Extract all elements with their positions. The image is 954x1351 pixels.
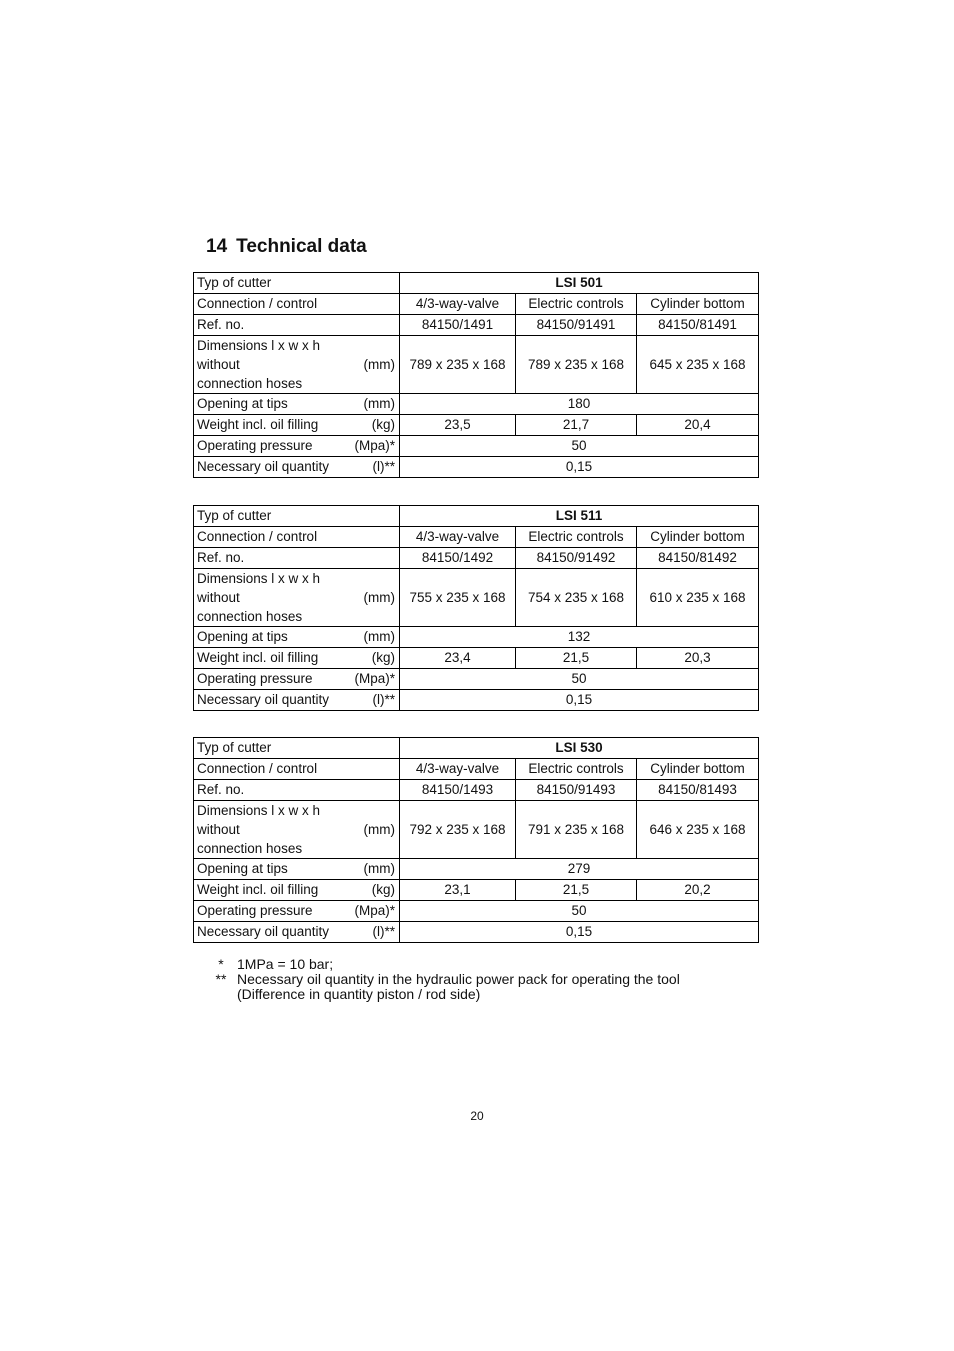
unit-label: (l)**	[372, 692, 395, 707]
dim-label-line3: connection hoses	[197, 841, 303, 856]
dim-label-line3: connection hoses	[197, 376, 303, 391]
dim-cell: 755 x 235 x 168	[400, 569, 516, 627]
opening-label: Opening at tips	[197, 629, 288, 644]
label-cell	[194, 922, 400, 943]
oil-cell: 0,15	[400, 922, 759, 943]
label-cell	[194, 336, 400, 394]
spec-table-lsi-511	[193, 505, 759, 711]
table-row	[194, 548, 759, 569]
dim-cell: 789 x 235 x 168	[400, 336, 516, 394]
control-cell: 4/3-way-valve	[400, 759, 516, 780]
table-row	[194, 922, 759, 943]
dim-label-line1: Dimensions l x w x h	[197, 803, 321, 818]
model-name: LSI 511	[400, 506, 759, 527]
ref-cell: 84150/91491	[516, 315, 637, 336]
dim-label-line2: without	[197, 822, 240, 837]
dim-cell: 610 x 235 x 168	[637, 569, 759, 627]
weight-label: Weight incl. oil filling	[197, 882, 319, 897]
dim-label-line3: connection hoses	[197, 609, 303, 624]
control-cell: 4/3-way-valve	[400, 527, 516, 548]
pressure-label: Operating pressure	[197, 903, 313, 918]
table-row	[194, 901, 759, 922]
control-cell: Cylinder bottom	[637, 527, 759, 548]
table-row	[194, 759, 759, 780]
unit-label: (kg)	[371, 882, 395, 897]
footnote	[205, 987, 680, 1002]
oil-label: Necessary oil quantity	[197, 459, 330, 474]
footnote-mark	[205, 987, 237, 1002]
weight-cell: 21,7	[516, 415, 637, 436]
table-row	[194, 506, 759, 527]
unit-label: (Mpa)*	[354, 903, 395, 918]
table-row	[194, 738, 759, 759]
section-title: Technical data	[236, 236, 367, 257]
dim-cell: 645 x 235 x 168	[637, 336, 759, 394]
dim-cell: 791 x 235 x 168	[516, 801, 637, 859]
pressure-cell: 50	[400, 901, 759, 922]
weight-cell: 23,4	[400, 648, 516, 669]
dim-label-line2: without	[197, 357, 240, 372]
label-cell: Connection / control	[194, 527, 400, 548]
weight-cell: 23,1	[400, 880, 516, 901]
unit-label: (kg)	[371, 417, 395, 432]
dim-label-line1: Dimensions l x w x h	[197, 338, 321, 353]
weight-cell: 20,2	[637, 880, 759, 901]
ref-cell: 84150/1493	[400, 780, 516, 801]
footnote-mark: **	[215, 971, 227, 987]
oil-cell: 0,15	[400, 690, 759, 711]
dim-label-line2: without	[197, 590, 240, 605]
unit-label: (mm)	[363, 396, 395, 411]
table-row	[194, 627, 759, 648]
table-row	[194, 336, 759, 394]
model-name: LSI 501	[400, 273, 759, 294]
footnote-mark: *	[218, 956, 224, 972]
page-number: 20	[470, 1109, 484, 1123]
control-cell: 4/3-way-valve	[400, 294, 516, 315]
unit-label: (Mpa)*	[354, 438, 395, 453]
label-cell	[194, 690, 400, 711]
label-cell	[194, 415, 400, 436]
label-cell	[194, 457, 400, 478]
label-cell	[194, 627, 400, 648]
unit-label: (mm)	[363, 821, 395, 837]
control-cell: Electric controls	[516, 527, 637, 548]
opening-cell: 180	[400, 394, 759, 415]
ref-cell: 84150/91492	[516, 548, 637, 569]
unit-label: (mm)	[363, 589, 395, 605]
table-row	[194, 294, 759, 315]
unit-label: (mm)	[363, 861, 395, 876]
pressure-label: Operating pressure	[197, 438, 313, 453]
section-number: 14	[206, 236, 228, 257]
ref-cell: 84150/81493	[637, 780, 759, 801]
ref-cell: 84150/81491	[637, 315, 759, 336]
label-cell	[194, 648, 400, 669]
weight-cell: 21,5	[516, 648, 637, 669]
pressure-label: Operating pressure	[197, 671, 313, 686]
label-cell: Ref. no.	[194, 315, 400, 336]
table-row	[194, 457, 759, 478]
table-row	[194, 669, 759, 690]
weight-cell: 20,4	[637, 415, 759, 436]
footnote	[205, 972, 680, 987]
label-cell	[194, 880, 400, 901]
table-row	[194, 780, 759, 801]
pressure-cell: 50	[400, 436, 759, 457]
label-cell	[194, 801, 400, 859]
unit-label: (Mpa)*	[354, 671, 395, 686]
spec-table-lsi-530	[193, 737, 759, 943]
label-cell	[194, 859, 400, 880]
ref-cell: 84150/1491	[400, 315, 516, 336]
label-cell: Ref. no.	[194, 548, 400, 569]
footnotes	[205, 957, 680, 1002]
label-cell: Connection / control	[194, 294, 400, 315]
label-cell: Connection / control	[194, 759, 400, 780]
table-row	[194, 415, 759, 436]
opening-label: Opening at tips	[197, 861, 288, 876]
control-cell: Electric controls	[516, 294, 637, 315]
spec-table-lsi-501	[193, 272, 759, 478]
weight-label: Weight incl. oil filling	[197, 417, 319, 432]
oil-label: Necessary oil quantity	[197, 692, 330, 707]
ref-cell: 84150/91493	[516, 780, 637, 801]
label-cell: Typ of cutter	[194, 273, 400, 294]
weight-cell: 20,3	[637, 648, 759, 669]
unit-label: (mm)	[363, 629, 395, 644]
table-row	[194, 569, 759, 627]
table-row	[194, 315, 759, 336]
label-cell	[194, 569, 400, 627]
oil-label: Necessary oil quantity	[197, 924, 330, 939]
unit-label: (mm)	[363, 356, 395, 372]
dim-label-line1: Dimensions l x w x h	[197, 571, 321, 586]
footnote-text: Necessary oil quantity in the hydraulic power pack for operating the tool	[237, 971, 680, 987]
footnote	[205, 957, 680, 972]
weight-cell: 21,5	[516, 880, 637, 901]
label-cell	[194, 901, 400, 922]
control-cell: Cylinder bottom	[637, 759, 759, 780]
opening-label: Opening at tips	[197, 396, 288, 411]
ref-cell: 84150/81492	[637, 548, 759, 569]
table-row	[194, 690, 759, 711]
dim-cell: 646 x 235 x 168	[637, 801, 759, 859]
section-heading	[206, 236, 367, 258]
table-row	[194, 436, 759, 457]
unit-label: (l)**	[372, 924, 395, 939]
control-cell: Cylinder bottom	[637, 294, 759, 315]
table-row	[194, 801, 759, 859]
table-row	[194, 273, 759, 294]
label-cell: Typ of cutter	[194, 738, 400, 759]
table-row	[194, 527, 759, 548]
label-cell	[194, 436, 400, 457]
label-cell: Ref. no.	[194, 780, 400, 801]
model-name: LSI 530	[400, 738, 759, 759]
dim-cell: 792 x 235 x 168	[400, 801, 516, 859]
table-row	[194, 648, 759, 669]
dim-cell: 754 x 235 x 168	[516, 569, 637, 627]
opening-cell: 279	[400, 859, 759, 880]
opening-cell: 132	[400, 627, 759, 648]
pressure-cell: 50	[400, 669, 759, 690]
label-cell	[194, 669, 400, 690]
label-cell	[194, 394, 400, 415]
ref-cell: 84150/1492	[400, 548, 516, 569]
unit-label: (l)**	[372, 459, 395, 474]
oil-cell: 0,15	[400, 457, 759, 478]
weight-cell: 23,5	[400, 415, 516, 436]
weight-label: Weight incl. oil filling	[197, 650, 319, 665]
unit-label: (kg)	[371, 650, 395, 665]
table-row	[194, 859, 759, 880]
dim-cell: 789 x 235 x 168	[516, 336, 637, 394]
footnote-text: (Difference in quantity piston / rod side)	[237, 986, 481, 1002]
footnote-text: 1MPa = 10 bar;	[237, 956, 334, 972]
label-cell: Typ of cutter	[194, 506, 400, 527]
table-row	[194, 880, 759, 901]
table-row	[194, 394, 759, 415]
control-cell: Electric controls	[516, 759, 637, 780]
